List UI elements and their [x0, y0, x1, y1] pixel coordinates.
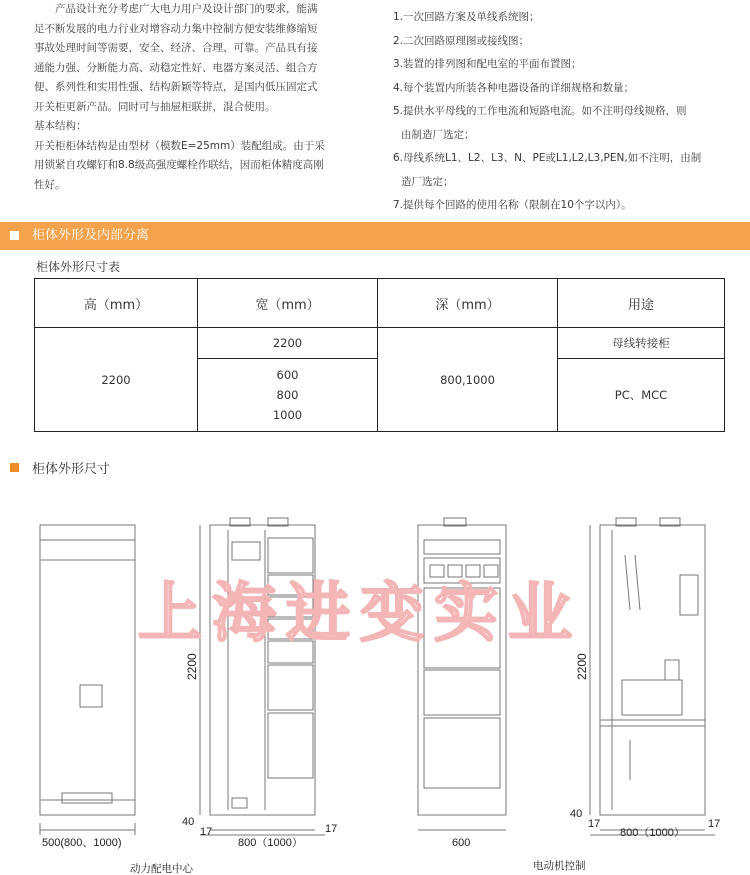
- table-row: [35, 328, 725, 359]
- order-item: 2.二次回路原理图或接线图；: [393, 34, 530, 47]
- intro-text: [34, 0, 354, 195]
- dimension-table: [34, 278, 725, 432]
- cell-use-2: PC、MCC: [558, 359, 725, 432]
- dim-label: 2200: [575, 653, 589, 680]
- cell-depth: 800,1000: [378, 328, 558, 432]
- table-caption: 柜体外形尺寸表: [36, 260, 121, 274]
- side-view-1: [200, 518, 325, 835]
- header-depth: 深（mm）: [378, 279, 558, 328]
- caption-power-center: 动力配电中心: [130, 863, 193, 875]
- order-item: 造厂选定；: [401, 175, 454, 188]
- width-value: 1000: [272, 408, 303, 422]
- order-item: 3.装置的排列图和配电室的平面布置图；: [393, 58, 582, 70]
- table-header-row: [35, 279, 725, 328]
- order-item: 4.每个装置内所装各种电器设备的详细规格和数量；: [393, 81, 635, 94]
- intro-line: 事故处理时间等需要，安全、经济、合理、可靠。产品具有接: [34, 42, 318, 54]
- order-item: 7.提供每个回路的使用名称（限制在10个字以内）。: [393, 199, 632, 211]
- banner-title: 柜体外形及内部分离: [32, 228, 150, 243]
- dim-label: 600: [452, 837, 471, 849]
- cell-width-1: 2200: [198, 328, 378, 359]
- dim-label: 17: [200, 826, 213, 838]
- dim-label: 800（1000）: [620, 827, 685, 839]
- dim-label: 17: [588, 818, 601, 830]
- header-use: 用途: [558, 279, 725, 328]
- section-square-icon: [10, 463, 19, 472]
- banner-square-icon: [10, 231, 19, 240]
- cell-use-1: 母线转接柜: [558, 328, 725, 359]
- order-item: 由制造厂选定；: [401, 128, 475, 141]
- dim-label: 800（1000）: [238, 837, 303, 849]
- cell-width-2: [198, 359, 378, 432]
- front-view-2: [418, 518, 506, 830]
- dim-label: 40: [570, 808, 583, 820]
- width-value: 800: [276, 388, 299, 402]
- intro-line: 足不断发展的电力行业对增容动力集中控制方便安装维修缩短: [34, 22, 318, 35]
- intro-line: 通能力强、分断能力高、动稳定性好、电器方案灵活、组合方: [34, 61, 318, 74]
- drawings-section-title: 柜体外形尺寸: [32, 462, 111, 477]
- caption-motor-control: 电动机控制: [533, 860, 586, 872]
- intro-line: 用锁紧自攻螺钉和8.8级高强度螺栓作联结，因而柜体精度高刚: [34, 159, 324, 171]
- intro-line: 产品设计充分考虑广大电力用户及设计部门的要求，能满: [55, 3, 318, 15]
- dim-label: 17: [708, 818, 721, 830]
- order-item: 1.一次回路方案及单线系统图；: [393, 11, 540, 23]
- intro-line: 开关柜更新产品。同时可与抽屉柜联拼，混合使用。: [34, 100, 276, 113]
- dim-label: 40: [182, 816, 195, 828]
- intro-line: 开关柜柜体结构是由型材（模数E=25mm）装配组成。由于采: [34, 139, 325, 152]
- front-view-1: [40, 525, 135, 835]
- watermark: 上海进变实业: [138, 577, 582, 651]
- cell-height: 2200: [35, 328, 198, 432]
- dim-label: 2200: [185, 653, 199, 680]
- header-width: 宽（mm）: [198, 279, 378, 328]
- order-item: 5.提供水平母线的工作电流和短路电流。如不注明母线规格，则: [393, 105, 687, 117]
- cabinet-drawings: [0, 480, 750, 875]
- side-view-2: [590, 518, 715, 835]
- intro-line: 便、系列性和实用性强、结构新颖等特点，是国内低压固定式: [34, 81, 318, 93]
- intro-line: 性好。: [34, 178, 66, 191]
- order-item: 6.母线系统L1、L2、L3、N、PE或L1,L2,L3,PEN,如不注明，由制: [393, 152, 702, 164]
- dim-label: 17: [325, 823, 338, 835]
- structure-heading: 基本结构：: [34, 120, 87, 132]
- width-value: 600: [276, 368, 299, 382]
- header-height: 高（mm）: [35, 279, 198, 328]
- dim-label: 500(800、1000): [42, 837, 122, 849]
- order-list: [393, 6, 723, 218]
